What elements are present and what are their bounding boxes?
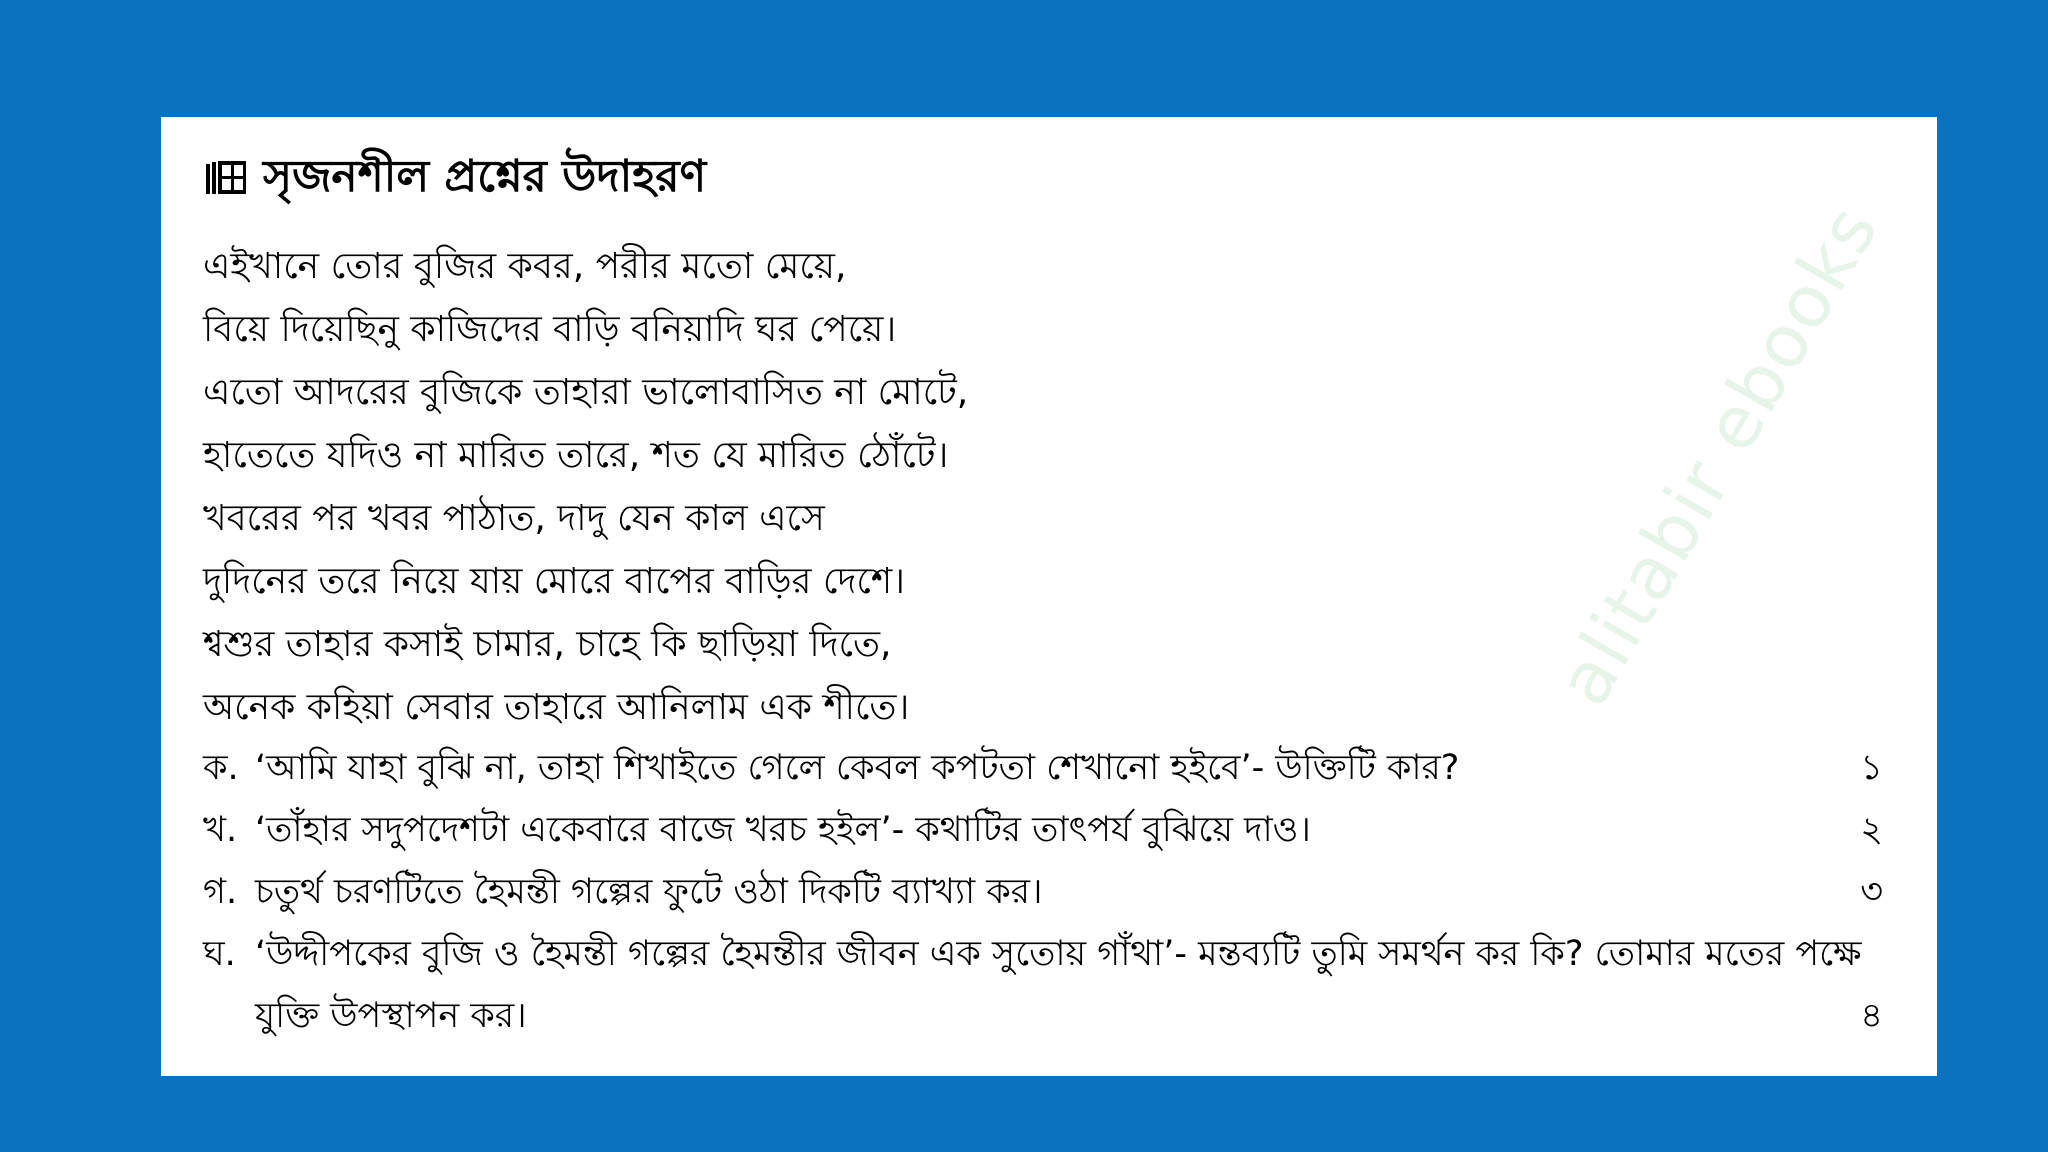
question-label: খ. [203,810,238,850]
poem-line: এইখানে তোর বুজির কবর, পরীর মতো মেয়ে, [203,246,847,287]
question-ka [203,737,1893,799]
question-mark: ১ [1860,748,1883,788]
question-label: ক. [203,748,239,788]
poem-line: অনেক কহিয়া সেবার তাহারে আনিলাম এক শীতে। [203,687,910,728]
question-text: ‘আমি যাহা বুঝি না, তাহা শিখাইতে গেলে কেবল কপটতা শেখানো হইবে’- উক্তিটি কার? [255,748,1460,788]
poem-line: দুদিনের তরে নিয়ে যায় মোরে বাপের বাড়ির দেশে। [203,561,906,602]
question-list [203,737,1893,1047]
question-kha [203,799,1893,861]
question-label: ঘ. [203,934,236,974]
question-label: গ. [203,872,238,912]
question-text: চতুর্থ চরণটিতে হৈমন্তী গল্পের ফুটে ওঠা দিকটি ব্যাখ্যা কর। [255,872,1043,912]
section-heading [205,151,707,202]
question-text-continuation: যুক্তি উপস্থাপন কর। [255,996,527,1036]
poem-line: শ্বশুর তাহার কসাই চামার, চাহে কি ছাড়িয়া দিতে, [203,624,892,665]
poem-line: বিয়ে দিয়েছিনু কাজিদের বাড়ি বনিয়াদি ঘর পেয়ে। [203,309,897,350]
section-title: সৃজনশীল প্রশ্নের উদাহরণ [263,151,707,202]
document-card [161,117,1937,1076]
question-mark: ৩ [1860,872,1883,912]
poem-line: হাতেতে যদিও না মারিত তারে, শত যে মারিত ঠোঁটে। [203,435,949,476]
poem-line: খবরের পর খবর পাঠাত, দাদু যেন কাল এসে [203,498,825,539]
question-gha-continuation [203,985,1893,1047]
question-mark: ২ [1860,810,1883,850]
book-icon [205,158,249,196]
stimulus-poem [203,235,1403,739]
question-text: ‘তাঁহার সদুপদেশটা একেবারে বাজে খরচ হইল’- কথাটির তাৎপর্য বুঝিয়ে দাও। [255,810,1311,850]
question-ga [203,861,1893,923]
question-text: ‘উদ্দীপকের বুজি ও হৈমন্তী গল্পের হৈমন্তীর জীবন এক সুতোয় গাঁথা’- মন্তব্যটি তুমি সমর্থন কর কি? তোমার মতের পক্ষে [255,934,1862,974]
poem-line: এতো আদরের বুজিকে তাহারা ভালোবাসিত না মোটে, [203,372,969,413]
question-gha [203,923,1893,985]
question-mark: ৪ [1860,996,1883,1036]
watermark: alitabir ebooks [1541,190,1895,719]
